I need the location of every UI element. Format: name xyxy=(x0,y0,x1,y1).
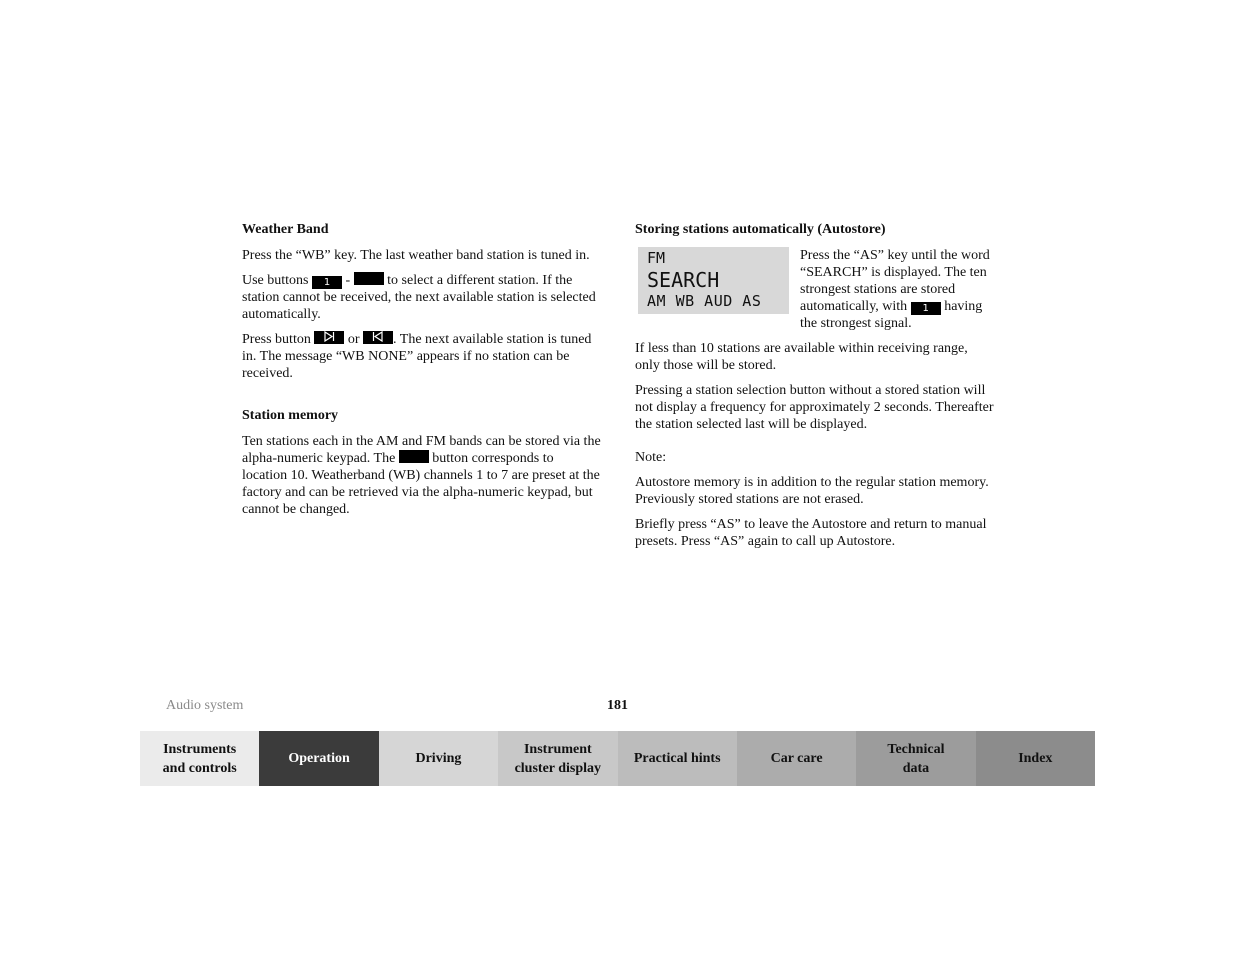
note-label: Note: xyxy=(635,450,667,465)
text-fragment: Ten stations each in the AM and FM bands can be stored via the alpha-numeric keypad. The xyxy=(242,434,601,466)
tab-index[interactable]: Index xyxy=(976,731,1095,786)
right-column xyxy=(635,221,995,558)
weather-band-paragraph-2 xyxy=(242,272,602,323)
section-title: Audio system xyxy=(166,698,244,713)
tab-instruments-and-controls[interactable]: Instruments and controls xyxy=(140,731,259,786)
key-0-icon xyxy=(399,450,429,463)
autostore-paragraph-2: If less than 10 stations are available within receiving range, only those will be stored. xyxy=(635,341,968,373)
tab-driving[interactable]: Driving xyxy=(379,731,498,786)
radio-display xyxy=(638,247,789,314)
text-fragment: Use buttons xyxy=(242,273,309,288)
tab-practical-hints[interactable]: Practical hints xyxy=(618,731,737,786)
weather-band-paragraph-1: Press the “WB” key. The last weather band station is tuned in. xyxy=(242,248,590,263)
display-band: FM xyxy=(647,249,666,267)
note-paragraph-2: Briefly press “AS” to leave the Autostore and return to manual presets. Press “AS” again to call up Autostore. xyxy=(635,517,987,549)
left-column xyxy=(242,221,602,526)
skip-back-icon xyxy=(363,331,393,344)
display-modes: AM WB AUD AS xyxy=(647,292,762,310)
key-0-icon xyxy=(354,272,384,285)
station-memory-paragraph xyxy=(242,433,602,518)
text-fragment: to select a different station. If the station cannot be received, the next available station is selected automatically. xyxy=(242,273,596,322)
text-fragment: button corresponds to location 10. Weatherband (WB) channels 1 to 7 are preset at the factory and can be retrieved via the alpha-numeric keypad, but cannot be changed. xyxy=(242,451,600,517)
key-1-icon: 1 xyxy=(312,276,342,289)
display-status: SEARCH xyxy=(647,268,720,292)
chapter-navigation xyxy=(140,731,1095,786)
tab-technical-data[interactable]: Technical data xyxy=(856,731,975,786)
key-1-icon: 1 xyxy=(911,302,941,315)
spacer xyxy=(635,441,995,449)
note-paragraph-1: Autostore memory is in addition to the regular station memory. Previously stored stations are not erased. xyxy=(635,475,989,507)
text-fragment: or xyxy=(347,332,360,347)
station-memory-heading: Station memory xyxy=(242,408,339,423)
text-fragment: Press the “AS” key until the word “SEARCH” is displayed. The ten strongest stations are stored automatically, with xyxy=(800,248,990,314)
weather-band-paragraph-3 xyxy=(242,331,602,382)
text-fragment: Press button xyxy=(242,332,311,347)
tab-instrument-cluster-display[interactable]: Instrument cluster display xyxy=(498,731,617,786)
skip-forward-icon xyxy=(314,331,344,344)
tab-car-care[interactable]: Car care xyxy=(737,731,856,786)
text-fragment: having the strongest signal. xyxy=(800,299,983,331)
autostore-paragraph-3: Pressing a station selection button without a stored station will not display a frequency for approximately 2 seconds. Thereafter the station selected last will be displayed. xyxy=(635,383,994,432)
autostore-heading: Storing stations automatically (Autostore) xyxy=(635,222,886,237)
text-fragment: . The next available station is tuned in. The message “WB NONE” appears if no station can be received. xyxy=(242,332,592,381)
tab-operation[interactable]: Operation xyxy=(259,731,378,786)
weather-band-heading: Weather Band xyxy=(242,222,329,237)
text-fragment: - xyxy=(345,273,351,288)
page-number: 181 xyxy=(607,698,628,713)
spacer xyxy=(242,390,602,407)
